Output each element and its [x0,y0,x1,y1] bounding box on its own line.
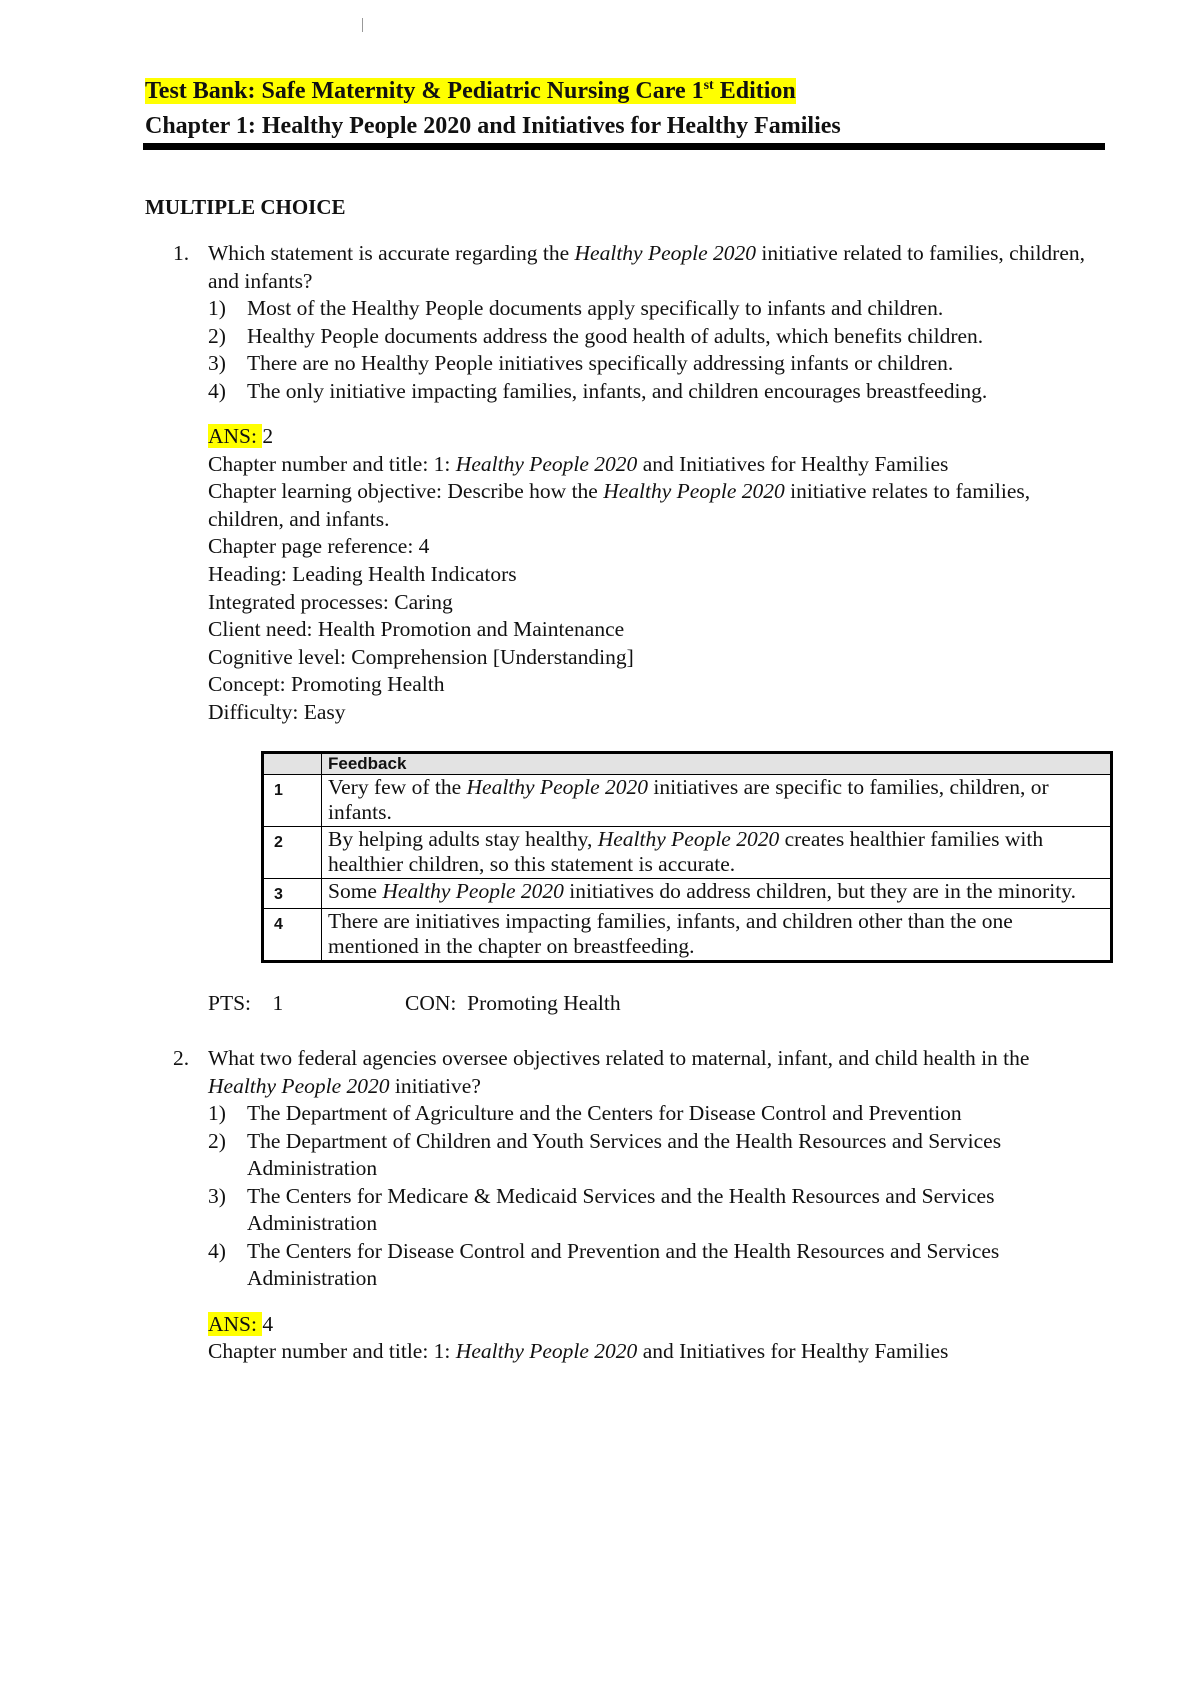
answer-line [208,1311,1095,1339]
option-text: The Centers for Medicare & Medicaid Services and the Health Resources and Services Administration [247,1183,995,1236]
chapter-italic: Healthy People 2020 [455,451,638,476]
page-reference: Chapter page reference: 4 [208,534,430,559]
objective-italic: Healthy People 2020 [603,479,785,504]
stem-italic: Healthy People 2020 [208,1073,390,1098]
difficulty-line: Difficulty: Easy [208,699,346,724]
answer-metadata [208,1311,1095,1366]
chapter-text: Chapter number and title: 1: [208,1339,456,1364]
question-1 [145,240,1095,963]
concept-line: Concept: Promoting Health [208,672,445,697]
option-text: The Department of Agriculture and the Centers for Disease Control and Prevention [247,1101,962,1126]
heading-line: Heading: Leading Health Indicators [208,561,517,586]
option-text: There are no Healthy People initiatives specifically addressing infants or children. [247,351,954,375]
section-heading: MULTIPLE CHOICE [145,195,346,219]
answer-label: ANS: [208,1311,263,1336]
stem-italic: Healthy People 2020 [574,241,757,265]
feedback-text [322,826,1112,878]
option-4 [208,378,1095,406]
option-3 [208,350,1095,378]
stem-text: Which statement is accurate regarding the [208,241,575,265]
option-1 [208,295,1095,323]
title-superscript: st [703,78,714,93]
option-text: The only initiative impacting families, infants, and children encourages breastfeeding. [247,378,988,403]
feedback-text-start: By helping adults stay healthy, [328,826,598,851]
feedback-row [263,909,1112,962]
chapter-line [208,451,1095,479]
question-stem [208,1045,1095,1100]
document-header [145,70,1105,143]
question-2 [145,1045,1095,1366]
title-edition: Edition [713,78,796,104]
feedback-number: 4 [263,909,322,962]
feedback-text [322,878,1112,909]
feedback-text [322,909,1112,962]
question-number: 1. [173,241,190,265]
answer-value: 2 [262,424,274,448]
chapter-text-end: and Initiatives for Healthy Families [637,1339,949,1364]
points-line [208,990,1095,1018]
title-highlight [145,78,796,104]
chapter-line [208,1338,1095,1366]
feedback-header: Feedback [322,752,1112,774]
option-number: 1) [208,296,226,320]
option-number: 4) [208,1238,226,1263]
document-title [145,70,1105,107]
feedback-row [263,878,1112,909]
title-text: Test Bank: Safe Maternity & Pediatric Nursing Care 1 [145,78,704,104]
processes-line: Integrated processes: Caring [208,589,453,614]
chapter-text: Chapter number and title: 1: [208,451,456,476]
feedback-text-end: initiatives do address children, but they are in the minority. [563,878,1076,903]
option-2 [208,323,1095,351]
feedback-text-end: initiatives are specific to families, children, or infants. [328,774,1049,824]
feedback-row [263,774,1112,826]
feedback-text-start: Some [328,878,383,903]
option-number: 2) [208,1128,226,1153]
feedback-header-row [263,752,1112,774]
option-number: 3) [208,1183,226,1208]
option-text: The Department of Children and Youth Services and the Health Resources and Services Administration [247,1128,1002,1181]
stem-text: What two federal agencies oversee objectives related to maternal, infant, and child health in the [208,1046,1030,1071]
feedback-number: 2 [263,826,322,878]
feedback-text-start: Very few of the [328,774,467,799]
feedback-text-start: There are initiatives impacting families, infants, and children other than the one mentioned in the chapter on breastfeeding. [328,909,1013,959]
option-2 [208,1128,1095,1183]
feedback-number: 3 [263,878,322,909]
objective-text-end: initiative relates to families, children, and infants. [208,479,1031,531]
feedback-italic: Healthy People 2020 [382,878,564,903]
option-3 [208,1183,1095,1238]
cognitive-line: Cognitive level: Comprehension [Understanding] [208,644,634,669]
option-4 [208,1238,1095,1293]
chapter-title: Chapter 1: Healthy People 2020 and Initiatives for Healthy Families [145,113,841,139]
option-text: Most of the Healthy People documents apply specifically to infants and children. [247,296,944,320]
points-label: PTS: 1 [208,991,284,1016]
client-need-line: Client need: Health Promotion and Maintenance [208,617,625,642]
question-number: 2. [173,1046,190,1071]
stem-text-end: initiative related to families, children, and infants? [208,241,1086,293]
objective-line [208,478,1095,533]
page-mark [362,18,363,32]
answer-metadata [208,423,1095,727]
option-number: 1) [208,1101,226,1126]
option-number: 3) [208,351,226,375]
chapter-italic: Healthy People 2020 [455,1339,638,1364]
chapter-text-end: and Initiatives for Healthy Families [637,451,949,476]
answer-value: 4 [262,1311,274,1336]
feedback-text-end: creates healthier families with healthier children, so this statement is accurate. [328,826,1044,876]
option-text: Healthy People documents address the good health of adults, which benefits children. [247,323,984,348]
questions-content [145,240,1095,1366]
feedback-text [322,774,1112,826]
question-stem [208,240,1095,295]
stem-text-end: initiative? [389,1073,481,1098]
feedback-table [261,751,1113,964]
feedback-italic: Healthy People 2020 [466,774,649,799]
feedback-number: 1 [263,774,322,826]
feedback-italic: Healthy People 2020 [597,826,780,851]
concept-label: CON: Promoting Health [405,991,621,1016]
header-rule [143,143,1105,150]
option-number: 2) [208,323,226,348]
feedback-header-blank [263,752,322,774]
option-text: The Centers for Disease Control and Prevention and the Health Resources and Services Administration [247,1238,1000,1291]
objective-text: Chapter learning objective: Describe how the [208,479,604,504]
feedback-row [263,826,1112,878]
answer-line [208,423,1095,451]
option-1 [208,1100,1095,1128]
option-number: 4) [208,378,226,403]
answer-label: ANS: [208,424,263,448]
